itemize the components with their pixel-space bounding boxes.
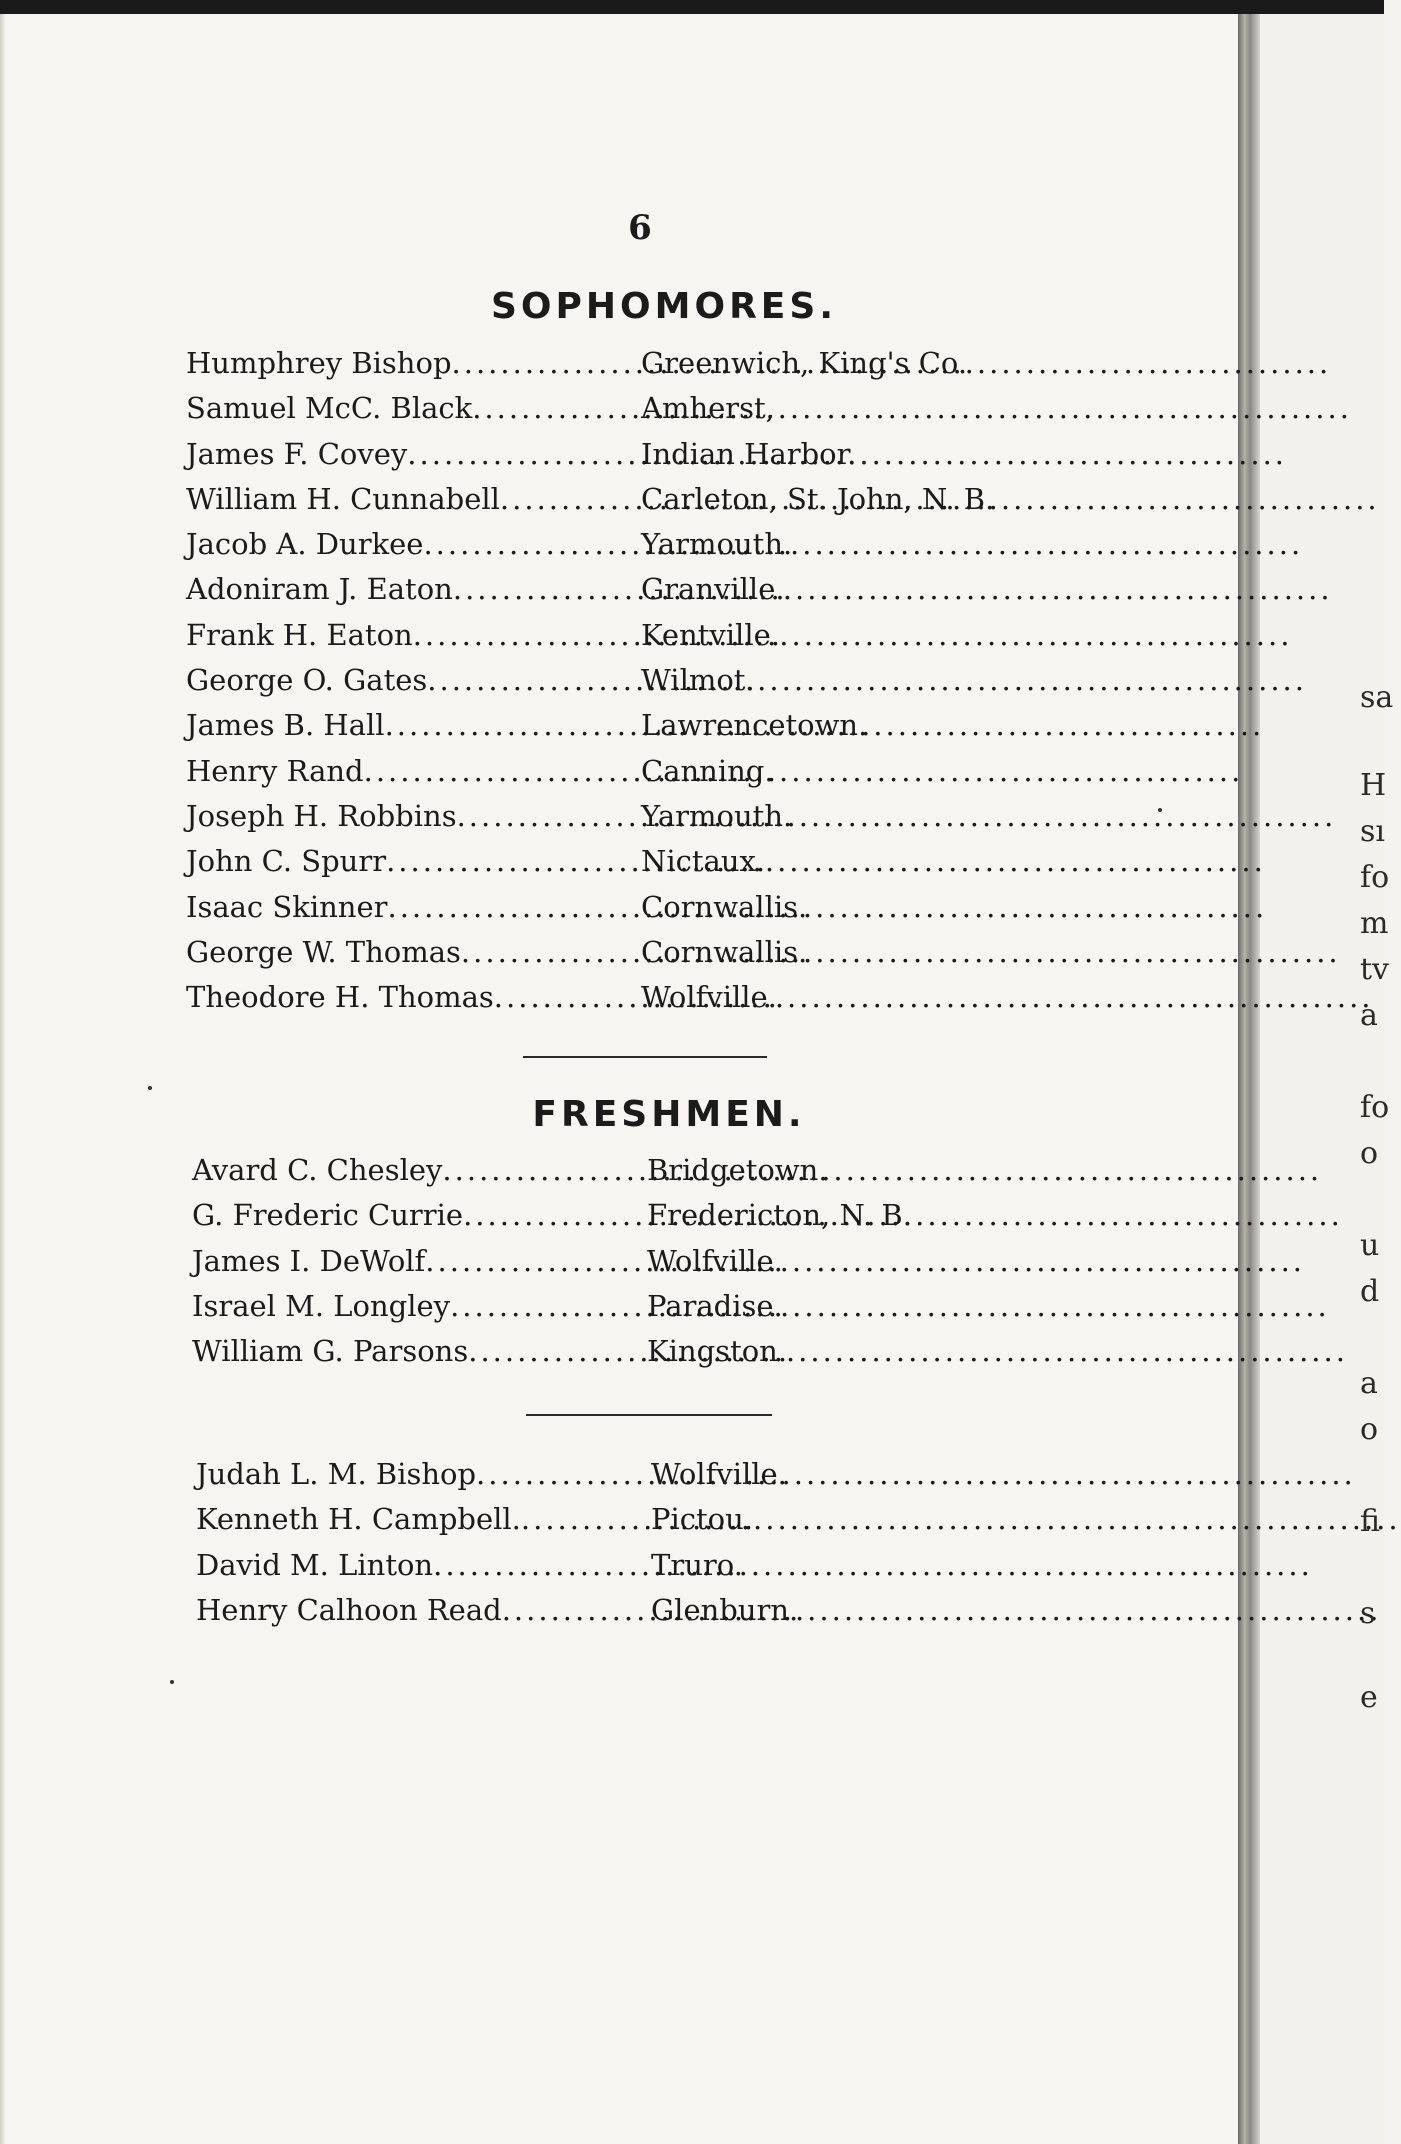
facing-page-fragment: e xyxy=(1360,1680,1378,1715)
list-item xyxy=(192,1193,912,1238)
facing-page-fragment: d xyxy=(1360,1274,1380,1309)
student-name: Avard C. Chesley xyxy=(192,1153,443,1187)
student-hometown: Fredericton, N. B. xyxy=(647,1198,912,1233)
student-name: David M. Linton xyxy=(196,1547,434,1582)
student-name: John C. Spurr xyxy=(186,844,387,879)
student-name: Theodore H. Thomas xyxy=(186,980,494,1015)
freshmen-list xyxy=(192,1148,912,1374)
student-hometown: Paradise. xyxy=(647,1288,783,1323)
leader-dots xyxy=(425,1239,1305,1284)
list-item xyxy=(196,1497,798,1542)
book-page xyxy=(0,14,1238,2144)
list-item xyxy=(186,477,994,522)
leader-dots xyxy=(364,749,1244,794)
leader-dots xyxy=(472,386,1352,431)
student-hometown: Wolfville. xyxy=(647,1243,783,1278)
student-name: Henry Rand xyxy=(186,753,364,788)
student-name: William G. Parsons xyxy=(192,1334,469,1369)
student-name: Humphrey Bishop xyxy=(186,346,452,380)
student-name: Joseph H. Robbins xyxy=(186,798,457,833)
student-name: James B. Hall xyxy=(186,708,385,743)
facing-page-fragment: fo xyxy=(1360,1090,1390,1125)
student-name: Samuel McC. Black xyxy=(186,391,473,426)
list-item xyxy=(196,1452,798,1497)
student-hometown: Lawrencetown. xyxy=(641,708,868,743)
student-hometown: Canning. xyxy=(641,753,774,788)
student-hometown: Yarmouth. xyxy=(641,798,793,833)
facing-page-fragment: fo xyxy=(1360,860,1390,895)
leader-dots xyxy=(476,1452,1356,1497)
page-number: 6 xyxy=(628,208,652,248)
student-name: William H. Cunnabell xyxy=(186,481,500,516)
student-hometown: Amherst, xyxy=(641,391,775,426)
student-name: James I. DeWolf xyxy=(192,1243,426,1278)
section-divider xyxy=(523,1056,767,1058)
leader-dots xyxy=(413,613,1293,658)
list-item xyxy=(186,341,994,386)
facing-page-fragment: sı xyxy=(1360,814,1385,849)
scan-top-border xyxy=(0,0,1384,14)
facing-page-edge xyxy=(1260,14,1387,2144)
student-name: Kenneth H. Campbell. xyxy=(196,1502,521,1537)
facing-page-fragment: m xyxy=(1360,906,1389,941)
student-hometown: Granville. xyxy=(641,572,785,607)
student-hometown: Wilmot. xyxy=(641,663,755,698)
leader-dots xyxy=(387,885,1267,930)
student-name: Isaac Skinner xyxy=(186,889,388,924)
list-item xyxy=(186,839,994,884)
student-hometown: Truro. xyxy=(651,1547,743,1582)
list-item xyxy=(196,1588,798,1633)
leader-dots xyxy=(453,567,1333,612)
student-hometown: Pictou. xyxy=(651,1502,754,1537)
student-hometown: Indian Harbor. xyxy=(641,436,857,471)
facing-page-fragment: H xyxy=(1360,768,1387,803)
student-hometown: Cornwallis. xyxy=(641,889,808,924)
facing-page-fragment: a xyxy=(1360,1366,1378,1401)
section-divider xyxy=(526,1414,772,1416)
leader-dots xyxy=(442,1148,1322,1193)
student-hometown: Wolfville. xyxy=(641,980,777,1015)
student-hometown: Bridgetown. xyxy=(647,1153,828,1187)
student-hometown: Carleton, St. John, N. B. xyxy=(641,481,995,516)
ink-speck xyxy=(1158,808,1162,812)
leader-dots xyxy=(427,658,1307,703)
ink-speck xyxy=(148,1086,152,1090)
leader-dots xyxy=(502,1588,1382,1633)
leader-dots xyxy=(494,975,1374,1020)
freshmen-heading: FRESHMEN. xyxy=(532,1094,806,1135)
student-name: Frank H. Eaton xyxy=(186,617,413,652)
list-item xyxy=(186,930,994,975)
list-item xyxy=(186,613,994,658)
page-left-edge xyxy=(0,14,6,2144)
list-item xyxy=(192,1284,912,1329)
student-hometown: Nictaux. xyxy=(641,844,766,879)
list-item xyxy=(192,1329,912,1374)
book-gutter xyxy=(1238,14,1260,2144)
leader-dots xyxy=(386,839,1266,884)
student-name: Henry Calhoon Read xyxy=(196,1592,502,1627)
list-item xyxy=(186,386,994,431)
sophomores-list xyxy=(186,341,994,1020)
leader-dots xyxy=(433,1543,1313,1588)
student-name: George O. Gates xyxy=(186,663,428,698)
facing-page-fragment: u xyxy=(1360,1228,1380,1263)
leader-dots xyxy=(468,1329,1348,1374)
student-hometown: Kentville. xyxy=(641,617,780,652)
student-hometown: Yarmouth. xyxy=(641,527,793,562)
facing-page-fragment: s xyxy=(1360,1596,1376,1631)
facing-page-fragment: a xyxy=(1360,998,1378,1033)
ink-speck xyxy=(170,1680,174,1684)
student-name: Israel M. Longley xyxy=(192,1288,451,1323)
student-hometown: Glenburn. xyxy=(651,1592,799,1627)
leader-dots xyxy=(423,522,1303,567)
list-item xyxy=(186,432,994,477)
list-item xyxy=(186,975,994,1020)
leader-dots xyxy=(461,930,1341,975)
facing-page-fragment: sa xyxy=(1360,680,1394,715)
facing-page-fragment: tv xyxy=(1360,952,1390,987)
student-name: Judah L. M. Bishop xyxy=(196,1457,477,1491)
list-item xyxy=(192,1148,912,1193)
leader-dots xyxy=(457,794,1337,839)
sophomores-heading: SOPHOMORES. xyxy=(491,286,837,327)
leader-dots xyxy=(450,1284,1330,1329)
list-item xyxy=(186,749,994,794)
student-name: George W. Thomas xyxy=(186,934,461,969)
student-name: Jacob A. Durkee xyxy=(186,527,424,562)
facing-page-fragment: o xyxy=(1360,1136,1379,1171)
list-item xyxy=(196,1543,798,1588)
list-item xyxy=(186,658,994,703)
list-item xyxy=(186,567,994,612)
student-name: G. Frederic Currie xyxy=(192,1198,464,1233)
list-item xyxy=(186,885,994,930)
student-name: Adoniram J. Eaton xyxy=(186,572,453,607)
student-hometown: Greenwich, King's Co. xyxy=(641,346,968,380)
facing-page-fragment: fi xyxy=(1360,1504,1381,1539)
student-hometown: Wolfville. xyxy=(651,1457,787,1491)
list-item xyxy=(186,703,994,748)
facing-page-fragment: o xyxy=(1360,1412,1379,1447)
student-hometown: Kingston. xyxy=(647,1334,788,1369)
additional-students-list xyxy=(196,1452,798,1633)
student-name: James F. Covey xyxy=(186,436,408,471)
student-hometown: Cornwallis. xyxy=(641,934,808,969)
list-item xyxy=(192,1239,912,1284)
list-item xyxy=(186,522,994,567)
list-item xyxy=(186,794,994,839)
